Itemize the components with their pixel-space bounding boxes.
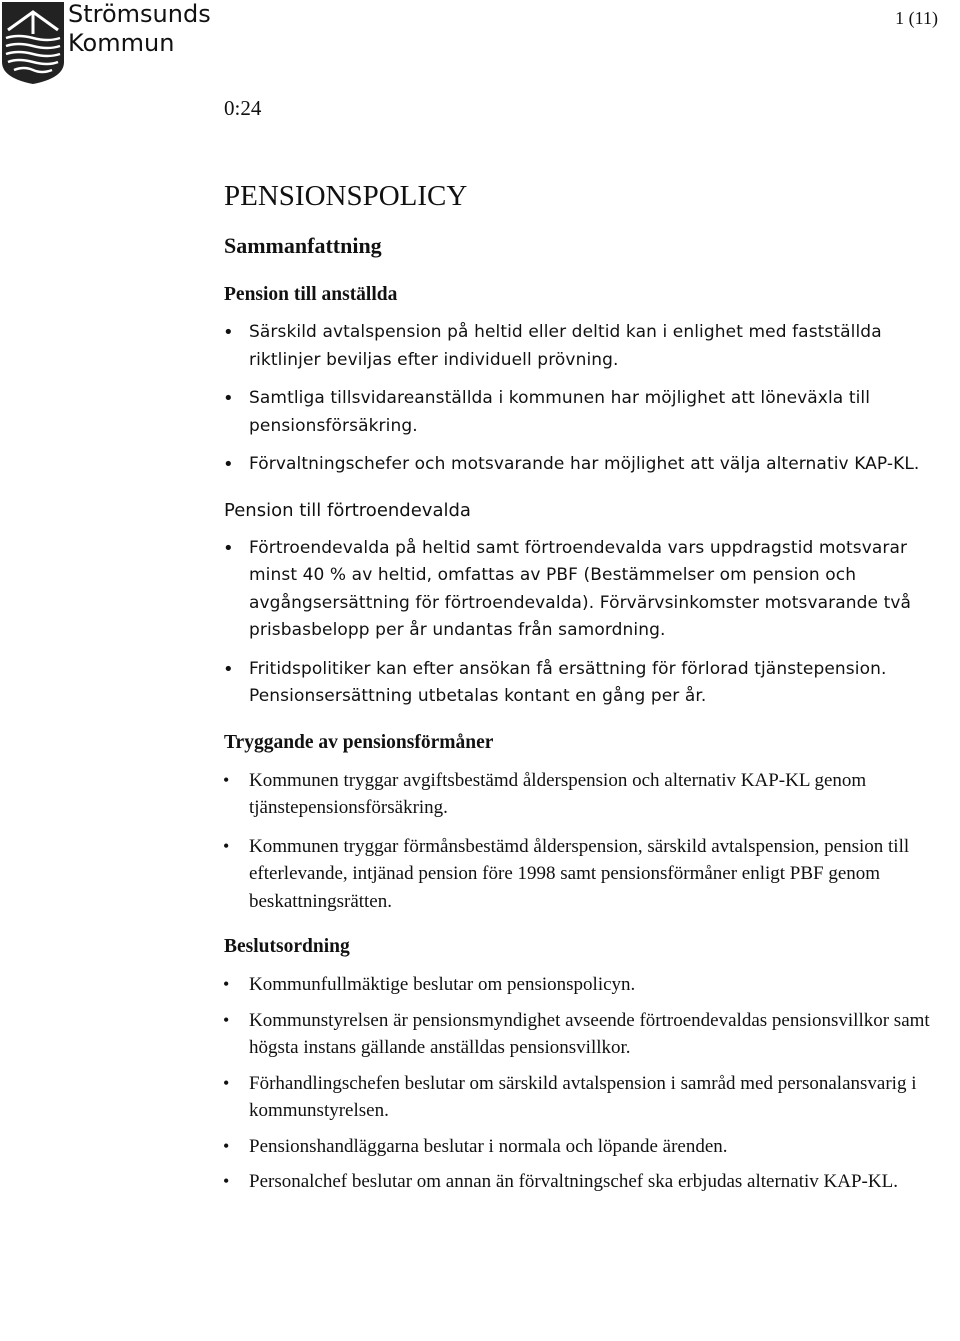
section-employees xyxy=(224,281,944,479)
municipality-logo xyxy=(0,0,210,86)
list-item: • Kommunstyrelsen är pensionsmyndighet avseende förtroendevaldas pensionsvillkor samt högsta instans gällande anställdas pensionsvillkor. xyxy=(223,1007,944,1062)
page-number: 1 (11) xyxy=(895,8,938,28)
section-securing-benefits xyxy=(224,729,944,916)
section-heading: Tryggande av pensionsförmåner xyxy=(224,731,494,753)
list-item: • Förvaltningschefer och motsvarande har möjlighet att välja alternativ KAP-KL. xyxy=(223,451,944,479)
list-item: • Förtroendevalda på heltid samt förtroendevalda vars uppdragstid motsvarar minst 40 % av heltid, omfattas av PBF (Bestämmelser om pension och avgångsersättning för förtroendevalda). Förvärvsinkomster motsvarande två prisbasbelopp per år undantas från samordning. xyxy=(223,535,944,645)
section-heading: Pension till förtroendevalda xyxy=(224,499,471,521)
list-item: • Personalchef beslutar om annan än förvaltningschef ska erbjudas alternativ KAP-KL. xyxy=(223,1168,944,1196)
summary-heading: Sammanfattning xyxy=(224,233,382,258)
list-item: • Kommunfullmäktige beslutar om pensionspolicyn. xyxy=(223,971,944,999)
list-item: • Särskild avtalspension på heltid eller deltid kan i enlighet med fastställda riktlinjer beviljas efter individuell prövning. xyxy=(223,319,944,374)
coat-of-arms-icon xyxy=(0,0,66,86)
section-heading: Beslutsordning xyxy=(224,936,350,957)
document-number: 0:24 xyxy=(224,96,262,120)
section-elected-officials xyxy=(224,497,944,711)
section-decision-making xyxy=(224,933,944,1196)
list-item: • Förhandlingschefen beslutar om särskild avtalspension i samråd med personalansvarig i kommunstyrelsen. xyxy=(223,1070,944,1125)
document-body xyxy=(224,180,944,1214)
list-item: • Fritidspolitiker kan efter ansökan få ersättning för förlorad tjänstepension. Pensionsersättning utbetalas kontant en gång per år. xyxy=(223,656,944,711)
list-item: • Samtliga tillsvidareanställda i kommunen har möjlighet att löneväxla till pensionsförsäkring. xyxy=(223,385,944,440)
section-heading: Pension till anställda xyxy=(224,284,398,305)
list-item: • Kommunen tryggar avgiftsbestämd ålderspension och alternativ KAP-KL genom tjänstepensionsförsäkring. xyxy=(223,767,944,822)
list-item: • Kommunen tryggar förmånsbestämd ålderspension, särskild avtalspension, pension till efterlevande, intjänad pension före 1998 samt pensionsförmåner enligt PBF genom beskattningsrätten. xyxy=(223,833,944,916)
logo-line-1: Strömsunds xyxy=(68,0,211,28)
list-item: • Pensionshandläggarna beslutar i normala och löpande ärenden. xyxy=(223,1133,944,1161)
logo-line-2: Kommun xyxy=(68,29,175,57)
document-title: PENSIONSPOLICY xyxy=(224,180,468,212)
